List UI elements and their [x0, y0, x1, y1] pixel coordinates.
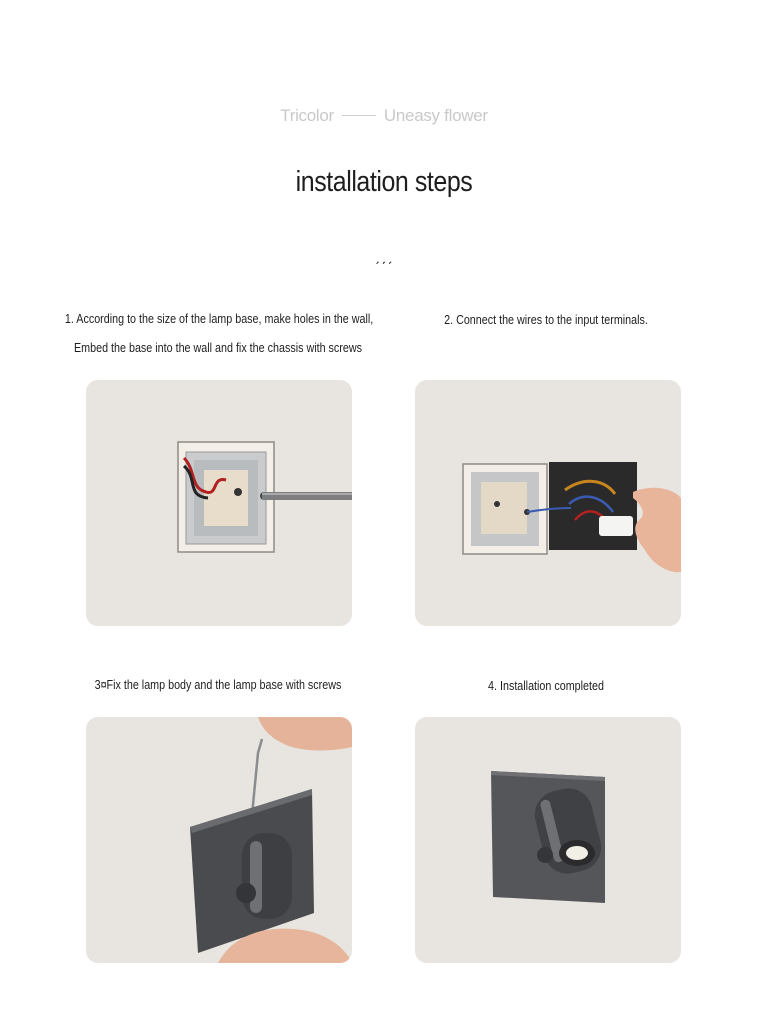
step-1-photo [86, 380, 352, 626]
step-2-photo [415, 380, 681, 626]
title-decoration: ˏˏˏ [374, 248, 394, 265]
step-3-caption: 3¤Fix the lamp body and the lamp base with screws [94, 678, 342, 692]
step-1-caption-line1: 1. According to the size of the lamp base, make holes in the wall, [64, 312, 374, 326]
brand-right: Uneasy flower [383, 106, 488, 125]
step-4-caption: 4. Installation completed [488, 679, 604, 693]
brand-separator [342, 115, 376, 116]
step-1-caption-line2: Embed the base into the wall and fix the chassis with screws [73, 341, 362, 355]
brand-left: Tricolor [280, 106, 334, 125]
brand-line [0, 106, 768, 126]
step-4-photo [415, 717, 681, 963]
step-2-caption: 2. Connect the wires to the input terminals. [444, 313, 648, 327]
step-3-photo [86, 717, 352, 963]
page-title: installation steps [295, 166, 473, 198]
